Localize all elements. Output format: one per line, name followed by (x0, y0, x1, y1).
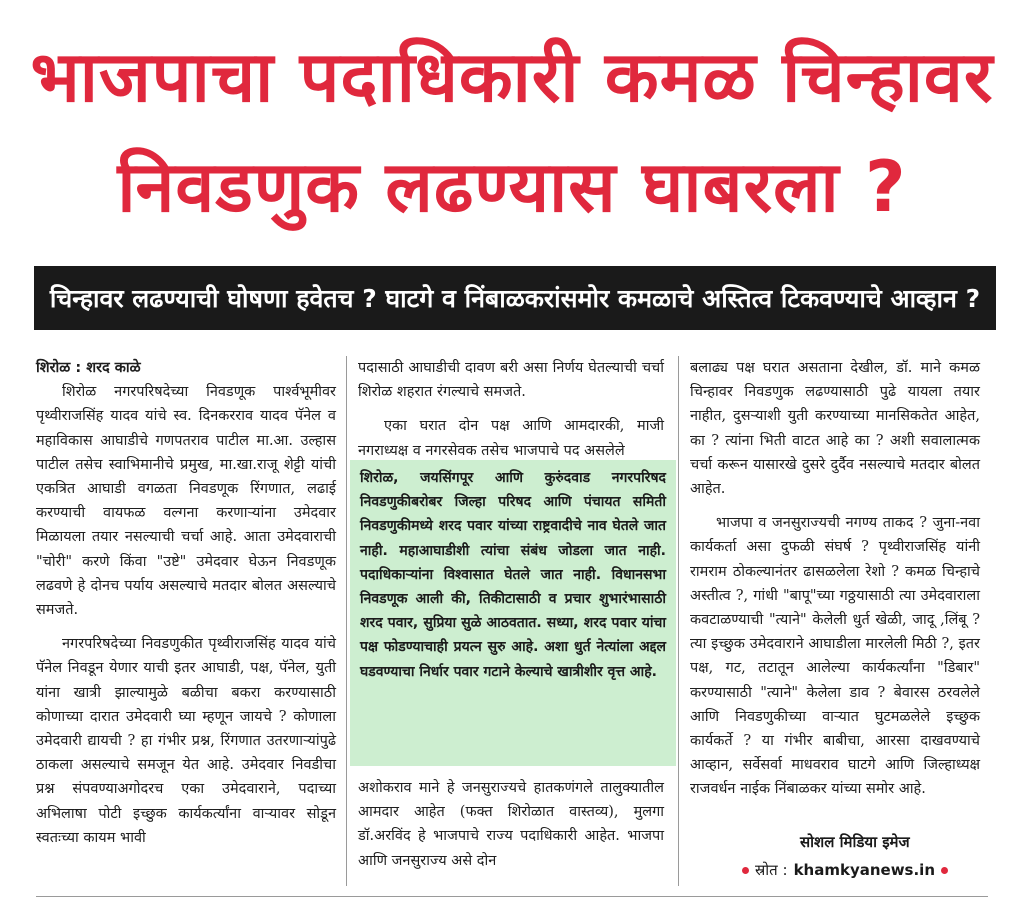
paragraph: अशोकराव माने हे जनसुराज्यचे हातकणंगले तालुक्यातील आमदार आहेत (फक्त शिरोळात वास्तव्य), मुलगा डॉ.अरविंद हे भाजपाचे राज्य पदाधिकारी आहेत. भाजपा आणि जनसुराज्य असे दोन (358, 780, 664, 869)
paragraph: शिरोळ नगरपरिषदेच्या निवडणूक पार्श्वभूमीवर पृथ्वीराजसिंह यादव यांचे स्व. दिनकरराव यादव पॅनेल व महाविकास आघाडीचे गणपतराव पाटील मा.आ. उल्हास पाटील तसेच स्वाभिमानीचे प्रमुख, मा.खा.राजू शेट्टी यांची एकत्रित आघाडी वगळता निवडणूक रिंगणात, लढाई करण्याची वायफळ वल्गना करणाऱ्यांना उमेदवार मिळायला तयार नसल्याची चर्चा आहे. आता उमेदवाराची "चोरी" करणे किंवा "उष्टे" उमेदवार घेऊन निवडणूक लढवणे हे दोनच पर्याय असल्याचे मतदार बोलत असल्याचे समजते. (36, 384, 336, 619)
paragraph: बलाढ्य पक्ष घरात असताना देखील, डॉ. माने कमळ चिन्हावर निवडणुक लढण्यासाठी पुढे यायला तयार नाहीत, दुसऱ्याशी युती करण्याच्या मानसिकतेत आहेत, का ? त्यांना भिती वाटत आहे का ? अशी सवालात्मक चर्चा करून यासारखे दुसरे दुर्दैव नसल्याचे मतदार बोलत आहेत. (690, 360, 980, 498)
paragraph: पदासाठी आघाडीची दावण बरी असा निर्णय घेतल्याची चर्चा शिरोळ शहरात रंगल्याचे समजते. (358, 360, 664, 401)
column-divider-2 (678, 356, 679, 886)
byline: शिरोळ : शरद काळे (36, 360, 141, 376)
source-site: khamkyanews.in (793, 861, 936, 879)
paragraph: नगरपरिषदेच्या निवडणुकीत पृथ्वीराजसिंह यादव यांचे पॅनेल निवडून येणार याची इतर आघाडी, पक्ष, पॅनेल, युती यांना खात्री झाल्यामुळे बळीचा बकरा करण्यासाठी कोणाच्या दारात उमेदवारी घ्या म्हणून जायचे ? कोणाला उमेदवारी द्यायची ? हा गंभीर प्रश्न, रिंगणात उतरणाऱ्यांपुढे ठाकला असल्याचे समजून येत आहे. उमेदवार निवडीचा प्रश्न संपवण्याअगोदरच एका उमेदवाराने, पदाच्या अभिलाषा पोटी इच्छुक कार्यकर्त्यांना वाऱ्यावर सोडून स्वतःच्या कायम भावी (36, 636, 336, 846)
bullet-dot-icon (941, 867, 948, 874)
column-divider-1 (346, 356, 347, 886)
headline-line-2: निवडणुक लढण्यास घाबरला ? (117, 146, 907, 228)
article-column-2-bottom (358, 776, 664, 873)
paragraph: भाजपा व जनसुराज्यची नगण्य ताकद ? जुना-नवा कार्यकर्ता असा दुफळी संघर्ष ? पृथ्वीराजसिंह यांनी रामराम ठोकल्यानंतर ढासळलेला रेशो ? कमळ चिन्हाचे अस्तीत्व ?, गांधी "बापू"च्या गठ्ठयासाठी त्या उमेदवाराला कवटाळण्याची "त्याने" केलेली धुर्त खेळी, जादू ,लिंबू ? त्या इच्छुक उमेदवाराने आघाडीला मारलेली मिठी ?, इतर पक्ष, गट, तटातून आलेल्या कार्यकर्त्यांना "डिबार" करण्यासाठी "त्याने" केलेला डाव ? बेवारस ठरवलेले आणि निवडणुकीच्या वाऱ्यात घुटमळलेले इच्छुक कार्यकर्ते ? या गंभीर बाबीचा, आरसा दाखवण्याचे आव्हान, सर्वेसर्वा माधवराव घाटगे आणि जिल्हाध्यक्ष राजवर्धन नाईक निंबाळकर यांच्या समोर आहे. (690, 515, 980, 798)
highlight-text: शिरोळ, जयसिंगपूर आणि कुरुंदवाड नगरपरिषद निवडणुकीबरोबर जिल्हा परिषद आणि पंचायत समिती निवडणुकीमध्ये शरद पवार यांच्या राष्ट्रवादीचे नाव घेतले जात नाही. महाआघाडीशी त्यांचा संबंध जोडला जात नाही. पदाधिकाऱ्यांना विश्वासात घेतले जात नाही. विधानसभा निवडणूक आली की, तिकीटासाठी व प्रचार शुभारंभासाठी शरद पवार, सुप्रिया सुळे आठवतात. सध्या, शरद पवार यांचा पक्ष फोडण्याचाही प्रयत्न सुरु आहे. अशा धुर्त नेत्यांला अद्दल घडवण्याचा निर्धार पवार गटाने केल्याचे खात्रीशीर वृत्त आहे. (360, 470, 666, 680)
article-column-3 (690, 356, 980, 802)
article-column-1 (36, 356, 336, 850)
paragraph: एका घरात दोन पक्ष आणि आमदारकी, माजी नगराध्यक्ष व नगरसेवक तसेच भाजपाचे पद असलेले (358, 418, 664, 459)
bottom-rule (36, 896, 988, 897)
article-column-2-top (358, 356, 664, 463)
source-line (736, 860, 954, 880)
subheadline-text: चिन्हावर लढण्याची घोषणा हवेतच ? घाटगे व निंबाळकरांसमोर कमळाचे अस्तित्व टिकवण्याचे आव्हान ? (49, 284, 981, 313)
subheadline-bar (34, 266, 996, 330)
bullet-dot-icon (742, 867, 749, 874)
highlight-box (350, 460, 676, 766)
source-label: स्रोत : (755, 861, 788, 879)
image-credit: सोशल मिडिया इमेज (800, 833, 910, 851)
headline-line-1: भाजपाचा पदाधिकारी कमळ चिन्हावर (30, 36, 994, 118)
